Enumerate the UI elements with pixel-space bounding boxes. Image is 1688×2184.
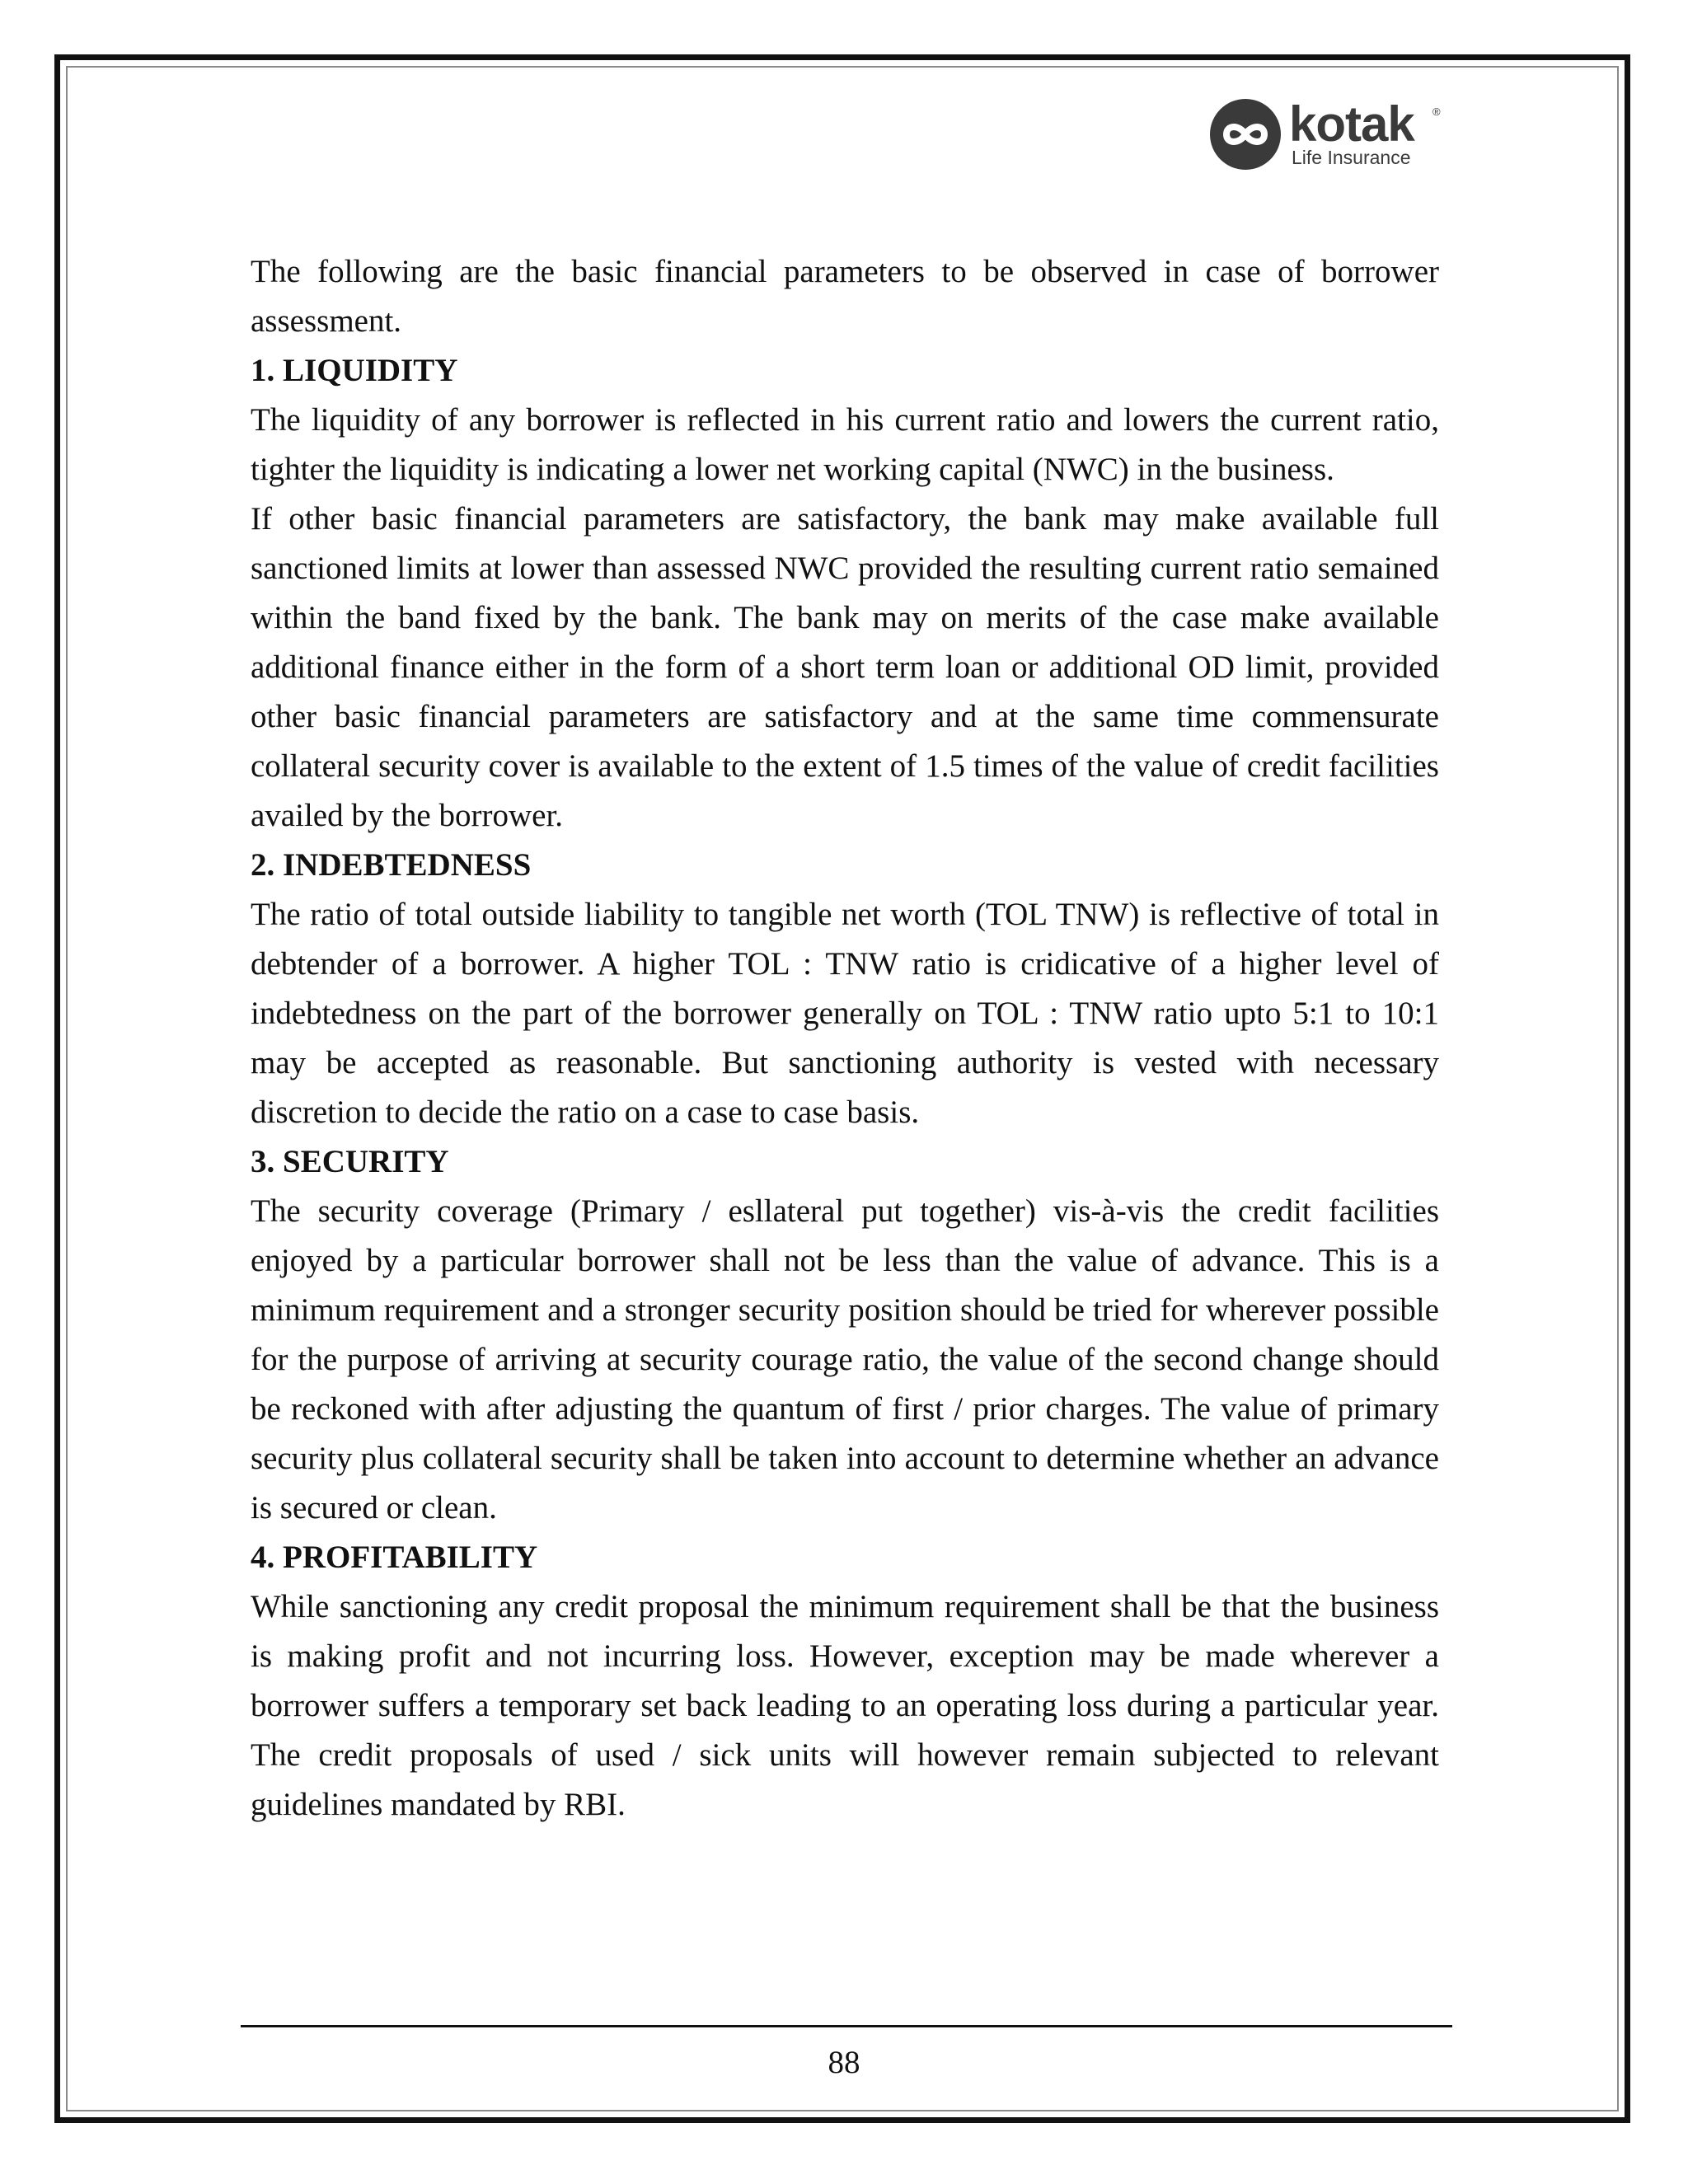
indebtedness-paragraph: The ratio of total outside liability to tangible net worth (TOL TNW) is reflective of total in debtender of a borrower. A higher TOL : TNW ratio is cridicative of a higher level of indebtedness on the part of the borrower generally on TOL : TNW ratio upto 5:1 to 10:1 may be accepted as reasonable. But sanctioning authority is vested with necessary discretion to decide the ratio on a case to case basis. bbox=[251, 897, 1439, 1130]
section-heading-indebtedness: 2. INDEBTEDNESS bbox=[251, 847, 532, 883]
security-paragraph: The security coverage (Primary / esllateral put together) vis-à-vis the credit facilities enjoyed by a particular borrower shall not be less than the value of advance. This is a minimum requirement and a stronger security position should be tried for wherever possible for the purpose of arriving at security courage ratio, the value of the second change should be reckoned with after adjusting the quantum of first / prior charges. The value of primary security plus collateral security shall be taken into account to determine whether an advance is secured or clean. bbox=[251, 1193, 1439, 1526]
liquidity-paragraph-1: The liquidity of any borrower is reflected in his current ratio and lowers the current ratio, tighter the liquidity is indicating a lower net working capital (NWC) in the business. bbox=[251, 402, 1439, 487]
intro-paragraph: The following are the basic financial parameters to be observed in case of borrower assessment. bbox=[251, 254, 1439, 339]
section-heading-liquidity: 1. LIQUIDITY bbox=[251, 353, 458, 388]
logo-subtitle: Life Insurance bbox=[1292, 147, 1411, 168]
page-number: 88 bbox=[828, 2045, 860, 2080]
section-heading-security: 3. SECURITY bbox=[251, 1144, 449, 1179]
kotak-infinity-icon bbox=[1208, 97, 1282, 171]
logo-registered-mark: ® bbox=[1432, 105, 1441, 118]
logo-wordmark: kotak bbox=[1289, 96, 1414, 152]
document-body bbox=[251, 247, 1439, 1830]
section-heading-profitability: 4. PROFITABILITY bbox=[251, 1540, 538, 1575]
liquidity-paragraph-2: If other basic financial parameters are satisfactory, the bank may make available full sanctioned limits at lower than assessed NWC provided the resulting current ratio semained within the band fixed by the bank. The bank may on merits of the case make available additional finance either in the form of a short term loan or additional OD limit, provided other basic financial parameters are satisfactory and at the same time commensurate collateral security cover is available to the extent of 1.5 times of the value of credit facilities availed by the borrower. bbox=[251, 501, 1439, 833]
footer-divider bbox=[241, 2025, 1452, 2027]
profitability-paragraph: While sanctioning any credit proposal the minimum requirement shall be that the business is making profit and not incurring loss. However, exception may be made wherever a borrower suffers a temporary set back leading to an operating loss during a particular year. The credit proposals of used / sick units will however remain subjected to relevant guidelines mandated by RBI. bbox=[251, 1589, 1439, 1822]
kotak-logo bbox=[1208, 97, 1447, 171]
